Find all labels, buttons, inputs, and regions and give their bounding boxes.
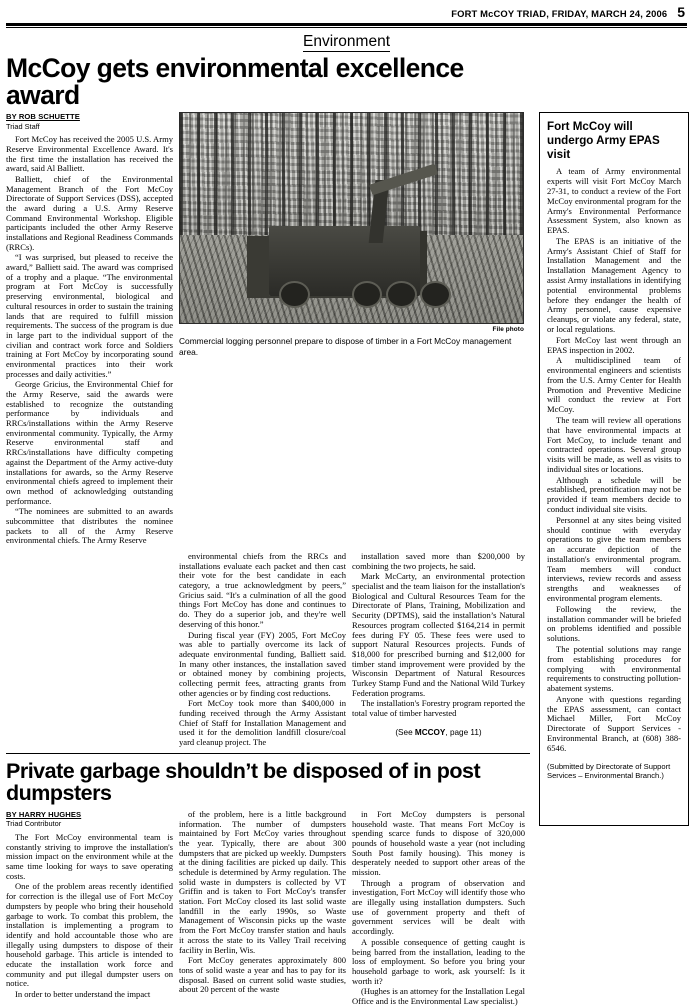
paragraph: Personnel at any sites being visited should continue with everyday operations to give the team members an accurate depiction of the installation's environmental program. Team members will conduct interviews, review records and assess strengths and weaknesses of environmental program elements. xyxy=(547,514,681,604)
section-label: Environment xyxy=(302,33,390,50)
paragraph: The team will review all operations that have environmental impacts at Fort McCoy, to include tenant and contracted operations. Several group visits will be made, as well as visits to individual sites or locations. xyxy=(547,414,681,474)
main-column-3 xyxy=(352,552,525,749)
second-column-2 xyxy=(179,810,352,1008)
jump-post: , page 11) xyxy=(445,727,482,737)
paragraph: installation saved more than $200,000 by combining the two projects, he said. xyxy=(352,551,525,571)
second-column-3 xyxy=(352,810,525,1008)
jump-line[interactable] xyxy=(352,728,525,737)
jump-pre: (See xyxy=(395,727,415,737)
photo-credit: File photo xyxy=(492,325,524,333)
paragraph: Fort McCoy took more than $400,000 in funding received through the Army Assistant Chief of Staff for Installation Management and used it for the demolition landfill closure/coal yard cleanup project. The xyxy=(179,698,346,748)
paragraph: One of the problem areas recently identified for correction is the illegal use of Fort McCoy dumpsters by people who bring their household garbage to work. To combat this problem, the installation is implementing a program to identify and hold accountable those who are illegally using dumpsters to dispose of their household garbage. This article is intended to educate the installation work force and community and put illegal dumpster users on notice. xyxy=(6,881,173,989)
paragraph: During fiscal year (FY) 2005, Fort McCoy was able to partially overcome its lack of adequate environmental funding, Balliett said. In many other instances, the installation saved or obtained money by combining projects, collecting permit fees, attracting grants from other agencies or by finding cost reductions. xyxy=(179,629,346,698)
paragraph: of the problem, here is a little background information. The number of dumpsters maintained by Fort McCoy varies throughout the year. Typically, there are about 300 dumpsters that are picked up weekly. Dumpsters at the dining facilities are picked up daily. This schedule is determined by Army regulation. The solid waste in dumpsters is collected by VT Griffin and is taken to Fort McCoy's transfer station. Fort McCoy closed its last solid waste landfill in the early 1990s, so Waste Management of Wisconsin picks up the waste from the Fort McCoy transfer station and hauls it across the state to its Valley Trail receiving facility in Berlin, Wis. xyxy=(179,808,346,955)
paragraph: The installation's Forestry program reported the total value of timber harvested xyxy=(352,698,525,719)
masthead xyxy=(6,0,687,21)
paragraph: Fort McCoy generates approximately 800 tons of solid waste a year and has to pay for its disposal. Based on current solid waste studies, about 20 percent of the waste xyxy=(179,955,346,995)
left-content-zone xyxy=(6,112,530,1008)
photo-tree-layer xyxy=(180,113,523,243)
epas-sidebar-box xyxy=(539,112,689,826)
paragraph: The potential solutions may range from establishing procedures for complying with environmental requirements to constructing pollution-abatement systems. xyxy=(547,643,681,694)
masthead-publication-line: FORT McCOY TRIAD, FRIDAY, MARCH 24, 2006 xyxy=(451,8,668,19)
paragraph: Anyone with questions regarding the EPAS assessment, can contact Michael Miller, Fort McCoy Directorate of Support Services - Environmental Branch, at (608) 388-6546. xyxy=(547,693,681,753)
paragraph: The EPAS is an initiative of the Army's Assistant Chief of Staff for Installation Management and the Installation Management Agency to assist Army installations in identifying potential environmental problems before they endanger the health of Army personnel, cause expensive cleanups, or violate any federal, state, or local regulations. xyxy=(547,235,681,334)
paragraph: A possible consequence of getting caught is being barred from the installation, leading to the loss of employment. So before you bring your household garbage to work, ask yourself: Is it worth it? xyxy=(352,936,525,986)
main-article-columns xyxy=(6,552,530,749)
paragraph: Balliett, chief of the Environmental Management Branch of the Fort McCoy Directorate of Support Services (DSS), accepted the award during a U.S. Army Reserve Command Environmental Workshop. Eligible participants included the other Army Reserve installations and Regional Readiness Commands (RRCs). xyxy=(6,173,173,252)
page-number: 5 xyxy=(677,4,685,20)
photo-wheel xyxy=(420,281,451,308)
main-headline: McCoy gets environmental excellence award xyxy=(6,53,464,111)
masthead-rule-thick xyxy=(6,23,687,26)
paragraph: “I was surprised, but pleased to receive the award,” Balliett said. The award was comprised of a trophy and a plaque. “The environmental program at Fort McCoy is successfully preserving environmental, biological and cultural resources in order to sustain the training lands that are required to fulfill mission requirements. The success of the program is due in large part to the individual support of the civilian and contract work force and Soldiers training at Fort McCoy by incorporating sound environmental practices into their work processes and daily activities.” xyxy=(6,252,173,379)
paragraph: Although a schedule will be established, prenotification may not be provided if team members decide to conduct individual site visits. xyxy=(547,474,681,515)
main-byline-name: BY ROB SCHUETTE xyxy=(6,112,80,122)
sidebar-title: Fort McCoy will undergo Army EPAS visit xyxy=(547,120,660,162)
second-article-columns xyxy=(6,810,530,1008)
paragraph: Fort McCoy has received the 2005 U.S. Army Reserve Environmental Excellence Award. It's the first time the installation has received the award, said Al Balliett. xyxy=(6,134,173,174)
photo-wheel xyxy=(386,281,417,308)
paragraph: Mark McCarty, an environmental protection specialist and the team liaison for the installation's Biological and Cultural Resources Team for the Directorate of Plans, Training, Mobilization and Security (DPTMS), said the installation’s Natural Resources program collected $164,214 in permit fees during FY 05. These fees were used to support Natural Resources projects. Funds of $18,000 for prescribed burning and $12,000 for timber stand improvement were provided by the Wisconsin Department of Natural Resources Turkey Stamp Fund and the National Wild Turkey Federation programs. xyxy=(352,571,525,698)
article-top-block xyxy=(6,112,530,547)
jump-slug: MCCOY xyxy=(414,727,446,737)
page-frame xyxy=(6,112,687,1008)
main-byline-title: Triad Staff xyxy=(6,121,40,131)
logging-photo xyxy=(179,112,524,324)
paragraph: A multidisciplined team of environmental engineers and scientists from the U.S. Army Center for Health Promotion and Preventive Medicine will conduct the review at Fort McCoy. xyxy=(547,355,681,415)
article-divider xyxy=(6,753,530,754)
paragraph: Following the review, the installation commander will be briefed on problems identified and possible solutions. xyxy=(547,603,681,644)
paragraph: in Fort McCoy dumpsters is personal household waste. That means Fort McCoy is spending scarce funds to dispose of 320,000 pounds of household waste a year (not including South Post family housing). This money is desperately needed to support other areas of the mission. xyxy=(352,808,525,878)
second-byline-title: Triad Contributor xyxy=(6,819,62,829)
second-byline-name: BY HARRY HUGHES xyxy=(6,809,82,819)
second-column-1 xyxy=(6,810,179,1008)
main-column-1-continued xyxy=(6,552,179,749)
paragraph: George Gricius, the Environmental Chief for the Army Reserve, said the awards were established to recognize the outstanding performance by individuals and RRCs/installations within the Army Reserve environmental community. Typically, the Army Reserve environmental staff and RRCs/installations have difficulty competing against the Department of the Army active-duty installations for awards, so the Army Reserve environmental chiefs agreed to implement their own method of acknowledging outstanding performance. xyxy=(6,379,173,506)
paragraph: The Fort McCoy environmental team is constantly striving to improve the installation's mission impact on the environment while at the same time looking for ways to save operating costs. xyxy=(6,832,173,881)
paragraph: “The nominees are submitted to an awards subcommittee that distributes the nominee packets to all of the Army Reserve environmental chiefs. The Army Reserve xyxy=(6,506,173,546)
paragraph: Through a program of observation and investigation, Fort McCoy will identify those who are illegally using installation dumpsters. Such use of government property and theft of government services will be dealt with accordingly. xyxy=(352,877,525,937)
second-headline: Private garbage shouldn’t be disposed of in post dumpsters xyxy=(6,758,481,806)
sidebar-submitted-note: (Submitted by Directorate of Support Services – Environmental Branch.) xyxy=(547,761,671,781)
main-column-2 xyxy=(179,552,352,749)
photo-block xyxy=(179,112,530,547)
photo-caption: Commercial logging personnel prepare to dispose of timber in a Fort McCoy management area. xyxy=(179,335,512,357)
paragraph: In order to better understand the impact xyxy=(15,989,151,999)
paragraph: Fort McCoy last went through an EPAS inspection in 2002. xyxy=(547,334,681,355)
right-sidebar-zone xyxy=(539,112,689,1008)
author-note: (Hughes is an attorney for the Installation Legal Office and is the Environmental Law specialist.) xyxy=(352,986,526,1006)
section-header xyxy=(6,28,687,53)
paragraph: environmental chiefs from the RRCs and installations evaluate each packet and then cast their vote for the best candidate in each category, a true acknowledgment by peers,” Gricius said. “It's a culmination of all the good things Fort McCoy has done and continues to do. They do a superior job, and they're well deserving of this honor.” xyxy=(179,551,346,629)
main-column-1 xyxy=(6,112,179,547)
paragraph: A team of Army environmental experts will visit Fort McCoy March 27-31, to conduct a review of the Fort McCoy environmental program for the Army's Environmental Performance Assessment System, also known as EPAS. xyxy=(547,166,681,236)
